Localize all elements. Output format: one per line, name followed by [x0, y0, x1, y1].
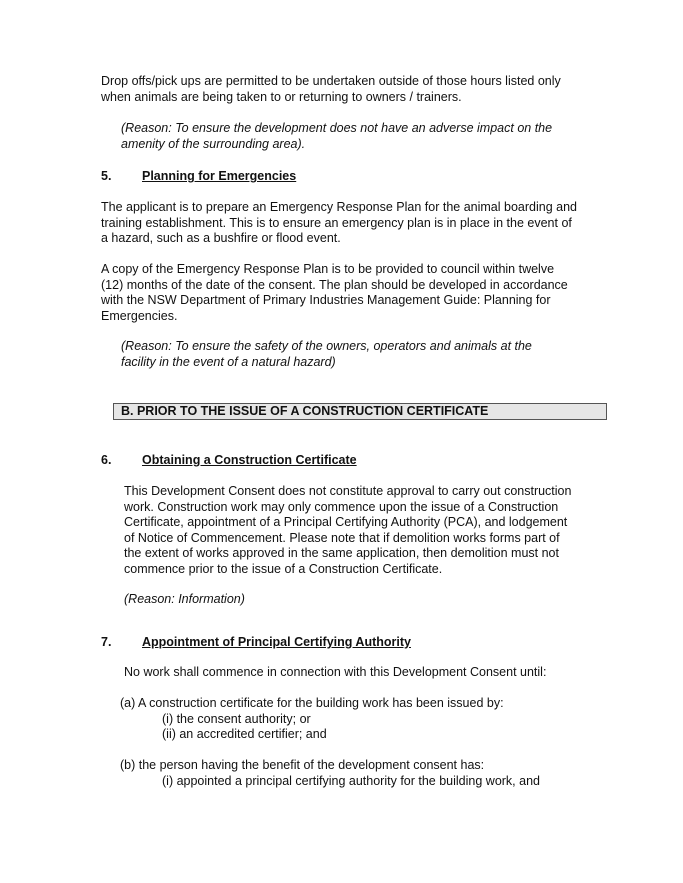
- section-b-banner: B. PRIOR TO THE ISSUE OF A CONSTRUCTION CERTIFICATE: [113, 403, 607, 420]
- section-6-paragraph: [124, 484, 605, 577]
- reason-amenity: [121, 121, 601, 152]
- section-6-number: 6.: [101, 453, 112, 467]
- text-line: training establishment. This is to ensure an emergency plan is in place in the event of: [101, 215, 572, 230]
- text-line: (b) the person having the benefit of the development consent has:: [120, 758, 485, 772]
- text-line: The applicant is to prepare an Emergency Response Plan for the animal boarding and: [101, 200, 577, 214]
- text-line: (i) the consent authority; or: [162, 712, 311, 726]
- text-line: when animals are being taken to or returning to owners / trainers.: [101, 89, 462, 104]
- text-line: of Notice of Commencement. Please note that if demolition works forms part of: [124, 530, 560, 545]
- section-7-item-a-ii: [162, 727, 327, 743]
- section-7-item-b: [120, 758, 484, 774]
- paragraph-dropoff: [101, 74, 605, 105]
- section-5-paragraph-1: [101, 200, 605, 247]
- text-line: A copy of the Emergency Response Plan is to be provided to council within twelve: [101, 262, 555, 276]
- section-7-title: Appointment of Principal Certifying Authority: [142, 635, 411, 649]
- text-line: with the NSW Department of Primary Industries Management Guide: Planning for: [101, 293, 551, 307]
- text-line: (Reason: Information): [124, 592, 245, 606]
- section-5-reason: [121, 339, 601, 370]
- section-6-reason: [124, 592, 245, 608]
- text-line: Emergencies.: [101, 308, 178, 323]
- text-line: Certificate, appointment of a Principal Certifying Authority (PCA), and lodgement: [124, 515, 568, 529]
- section-6-title: Obtaining a Construction Certificate: [142, 453, 357, 467]
- text-line: (Reason: To ensure the development does not have an adverse impact on the: [121, 121, 553, 135]
- section-7-item-a-i: [162, 712, 311, 728]
- text-line: commence prior to the issue of a Construction Certificate.: [124, 561, 443, 576]
- text-line: (12) months of the date of the consent. The plan should be developed in accordance: [101, 277, 568, 292]
- section-5-paragraph-2: [101, 262, 605, 324]
- text-line: This Development Consent does not constitute approval to carry out construction: [124, 484, 572, 498]
- section-5-title: Planning for Emergencies: [142, 169, 297, 183]
- section-7-number: 7.: [101, 635, 112, 649]
- section-7-item-b-i: [162, 774, 540, 790]
- text-line: (i) appointed a principal certifying authority for the building work, and: [162, 774, 540, 788]
- text-line: (ii) an accredited certifier; and: [162, 727, 327, 741]
- section-5-number: 5.: [101, 169, 112, 183]
- text-line: the extent of works approved in the same application, then demolition must not: [124, 546, 559, 560]
- text-line: amenity of the surrounding area).: [121, 136, 306, 151]
- text-line: (Reason: To ensure the safety of the owners, operators and animals at the: [121, 339, 532, 353]
- section-7-intro: [124, 665, 546, 681]
- text-line: work. Construction work may only commence upon the issue of a Construction: [124, 499, 559, 514]
- text-line: facility in the event of a natural hazard): [121, 354, 336, 369]
- section-7-item-a: [120, 696, 504, 712]
- text-line: No work shall commence in connection with this Development Consent until:: [124, 665, 547, 679]
- text-line: (a) A construction certificate for the building work has been issued by:: [120, 696, 504, 710]
- text-line: Drop offs/pick ups are permitted to be undertaken outside of those hours listed only: [101, 74, 561, 88]
- text-line: a hazard, such as a bushfire or flood event.: [101, 231, 341, 245]
